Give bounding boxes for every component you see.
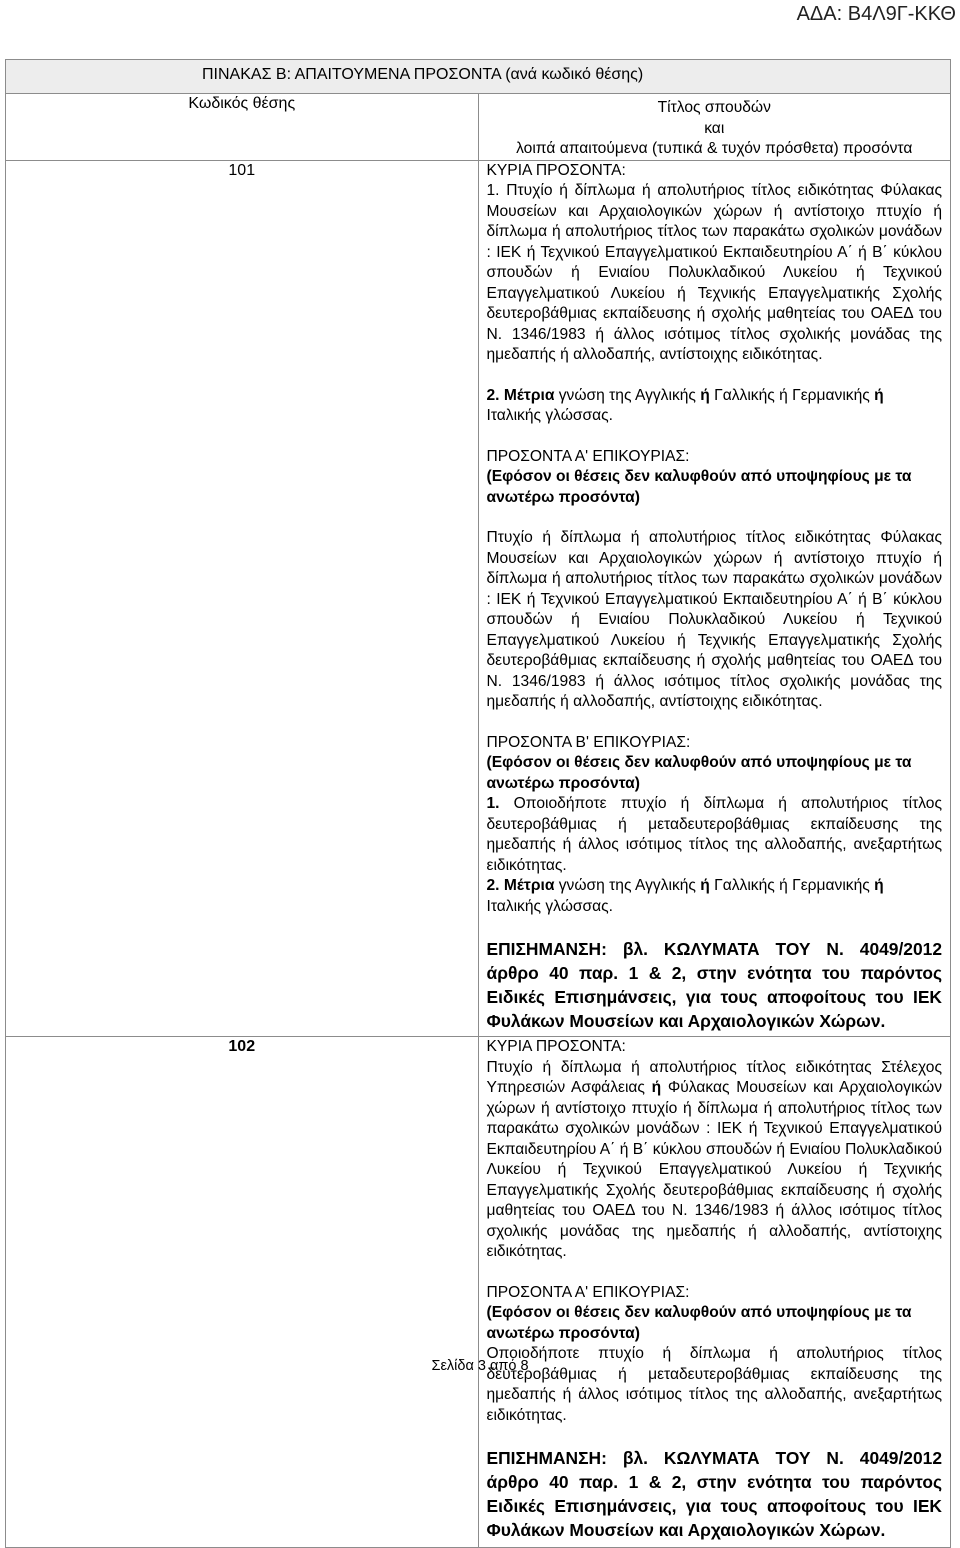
spacer <box>487 366 943 386</box>
spacer <box>487 427 943 447</box>
item-text: Οποιοδήποτε πτυχίο ή δίπλωμα ή απολυτήριος τίτλος δευτεροβάθμιας ή μεταδευτεροβάθμιας εκπαίδευσης της ημεδαπής ή άλλος ισότιμος τίτλος της αλλοδαπής, ανεξαρτήτως ειδικότητας. <box>486 795 942 874</box>
item-text: Γαλλικής ή Γερμανικής <box>709 877 875 894</box>
item-number: 2. <box>486 877 500 894</box>
item-number: 1. <box>486 182 500 199</box>
table-title-row <box>6 60 951 94</box>
item-text: γνώση της Αγγλικής <box>554 877 701 894</box>
header-title-line3: λοιπά απαιτούμενα (τυπικά & τυχόν πρόσθετα) προσόντα <box>516 140 913 157</box>
kyria-title: ΚΥΡΙΑ ΠΡΟΣΟΝΤΑ: <box>486 161 626 179</box>
b-item-2 <box>487 876 943 917</box>
position-code-101: 101 <box>6 160 479 1037</box>
a-text: Οποιοδήποτε πτυχίο ή δίπλωμα ή απολυτήριος τίτλος δευτεροβάθμιας ή μεταδευτεροβάθμιας εκπαίδευσης της ημεδαπής ή άλλος ισότιμος τίτλος της αλλοδαπής, ανεξαρτήτως ειδικότητας. <box>486 1345 942 1424</box>
item-text: Φύλακας Μουσείων και Αρχαιολογικών χώρων ή αντίστοιχο πτυχίο ή δίπλωμα ή απολυτήριος τίτλος των παρακάτω σχολικών μονάδων : ΙΕΚ ή Τεχνικού Επαγγελματικού Εκπαιδευτηρίου Α΄ ή Β΄ κύκλου σπουδών ή Ενιαίου Πολυκλαδικού Λυκείου ή Τεχνικού Επαγγελματικού Λυκείου ή Τεχνικής Επαγγελματικής Σχολής δευτεροβάθμιας εκπαίδευσης ή σχολής μαθητείας του ΟΑΕΔ του Ν. 1346/1983 ή άλλος ισότιμος τίτλος σχολικής μονάδας της ημεδαπής ή αλλοδαπής, αντίστοιχης ειδικότητας. <box>486 1079 943 1260</box>
requirements-table <box>5 59 951 1548</box>
item-text: Πτυχίο ή δίπλωμα ή απολυτήριος τίτλος ειδικότητας Φύλακας Μουσείων και Αρχαιολογικών χώρων ή αντίστοιχο πτυχίο ή δίπλωμα ή απολυτήριος τίτλος των παρακάτω σχολικών μονάδων : ΙΕΚ ή Τεχνικού Επαγγελματικού Εκπαιδευτηρίου Α΄ ή Β΄ κύκλου σπουδών ή Ενιαίου Πολυκλαδικού Λυκείου ή Τεχνικού Επαγγελματικού Λυκείου ή Τεχνικής Επαγγελματικής Σχολής δευτεροβάθμιας εκπαίδευσης ή σχολής μαθητείας του ΟΑΕΔ του Ν. 1346/1983 ή άλλος ισότιμος τίτλος σχολικής μονάδας της ημεδαπής ή αλλοδαπής, αντίστοιχης ειδικότητας. <box>486 182 942 363</box>
header-code: Κωδικός θέσης <box>6 94 479 161</box>
item-number: 2. <box>486 386 500 404</box>
a-title: ΠΡΟΣΟΝΤΑ Α' ΕΠΙΚΟΥΡΙΑΣ: <box>486 1283 690 1301</box>
b-title: ΠΡΟΣΟΝΤΑ Β' ΕΠΙΚΟΥΡΙΑΣ: <box>486 733 691 751</box>
kyria-item-1 <box>487 181 943 366</box>
header-title <box>478 94 951 161</box>
item-bold: ή <box>874 877 884 894</box>
spacer <box>487 508 943 528</box>
b-item-1 <box>487 794 943 876</box>
ada-code: ΑΔΑ: Β4Λ9Γ-ΚΚΘ <box>796 3 956 25</box>
header-title-line2: και <box>704 119 725 137</box>
item-bold: ή <box>874 386 884 404</box>
item-bold: Μέτρια <box>503 877 555 894</box>
a-note: (Εφόσον οι θέσεις δεν καλυφθούν από υποψηφίους με τα ανωτέρω προσόντα) <box>486 468 912 506</box>
table-title: ΠΙΝΑΚΑΣ Β: ΑΠΑΙΤΟΥΜΕΝΑ ΠΡΟΣΟΝΤΑ (ανά κωδικό θέσης) <box>6 60 951 94</box>
page-footer: Σελίδα 3 από 8 <box>431 1358 529 1374</box>
table-row <box>6 160 951 1037</box>
item-text: Ιταλικής γλώσσας. <box>486 897 614 915</box>
requirements-101 <box>478 160 951 1037</box>
table-row <box>6 1037 951 1548</box>
item-text: Ιταλικής γλώσσας. <box>486 407 614 424</box>
spacer <box>487 713 943 733</box>
item-bold: Μέτρια <box>503 386 555 404</box>
item-text: Πτυχίο ή δίπλωμα ή απολυτήριος τίτλος ειδικότητας Στέλεχος Υπηρεσιών Ασφάλειας <box>486 1058 942 1096</box>
notice-102: ΕΠΙΣΗΜΑΝΣΗ: βλ. ΚΩΛΥΜΑΤΑ ΤΟΥ Ν. 4049/2012 άρθρο 40 παρ. 1 & 2, στην ενότητα του παρόντος Ειδικές Επισημάνσεις, για τους αποφοίτους του ΙΕΚ Φυλάκων Μουσείων και Αρχαιολογικών Χώρων. <box>486 1448 942 1540</box>
a-note: (Εφόσον οι θέσεις δεν καλυφθούν από υποψηφίους με τα ανωτέρω προσόντα) <box>486 1304 912 1342</box>
item-text: Γαλλικής ή Γερμανικής <box>709 386 875 404</box>
kyria-text <box>487 1058 943 1263</box>
spacer <box>487 917 943 937</box>
item-bold: ή <box>651 1079 662 1096</box>
item-bold: ή <box>700 877 710 894</box>
item-text: γνώση της Αγγλικής <box>554 386 701 404</box>
notice-101: ΕΠΙΣΗΜΑΝΣΗ: βλ. ΚΩΛΥΜΑΤΑ ΤΟΥ Ν. 4049/2012 άρθρο 40 παρ. 1 & 2, στην ενότητα του παρόντος Ειδικές Επισημάνσεις, για τους αποφοίτους του ΙΕΚ Φυλάκων Μουσείων και Αρχαιολογικών Χώρων. <box>486 939 942 1031</box>
b-note: (Εφόσον οι θέσεις δεν καλυφθούν από υποψηφίους με τα ανωτέρω προσόντα) <box>486 754 912 792</box>
position-code-102: 102 <box>6 1037 479 1548</box>
requirements-102 <box>478 1037 951 1548</box>
a-text: Πτυχίο ή δίπλωμα ή απολυτήριος τίτλος ειδικότητας Φύλακας Μουσείων και Αρχαιολογικών χώρων ή αντίστοιχο πτυχίο ή δίπλωμα ή απολυτήριος τίτλος των παρακάτω σχολικών μονάδων : ΙΕΚ ή Τεχνικού Επαγγελματικού Εκπαιδευτηρίου Α΄ ή Β΄ κύκλου σπουδών ή Ενιαίου Πολυκλαδικού Λυκείου ή Τεχνικού Επαγγελματικού Λυκείου ή Τεχνικής Επαγγελματικής Σχολής δευτεροβάθμιας εκπαίδευσης ή σχολής μαθητείας του ΟΑΕΔ του Ν. 1346/1983 ή άλλος ισότιμος τίτλος σχολικής μονάδας της ημεδαπής ή αλλοδαπής, αντίστοιχης ειδικότητας. <box>486 529 942 710</box>
spacer <box>487 1263 943 1283</box>
a-title: ΠΡΟΣΟΝΤΑ Α' ΕΠΙΚΟΥΡΙΑΣ: <box>486 447 690 465</box>
kyria-title: ΚΥΡΙΑ ΠΡΟΣΟΝΤΑ: <box>486 1038 626 1055</box>
header-row <box>6 94 951 161</box>
item-number: 1. <box>486 795 500 812</box>
item-bold: ή <box>700 386 710 404</box>
spacer <box>487 1426 943 1446</box>
header-title-line1: Τίτλος σπουδών <box>657 99 771 116</box>
kyria-item-2 <box>487 386 943 427</box>
